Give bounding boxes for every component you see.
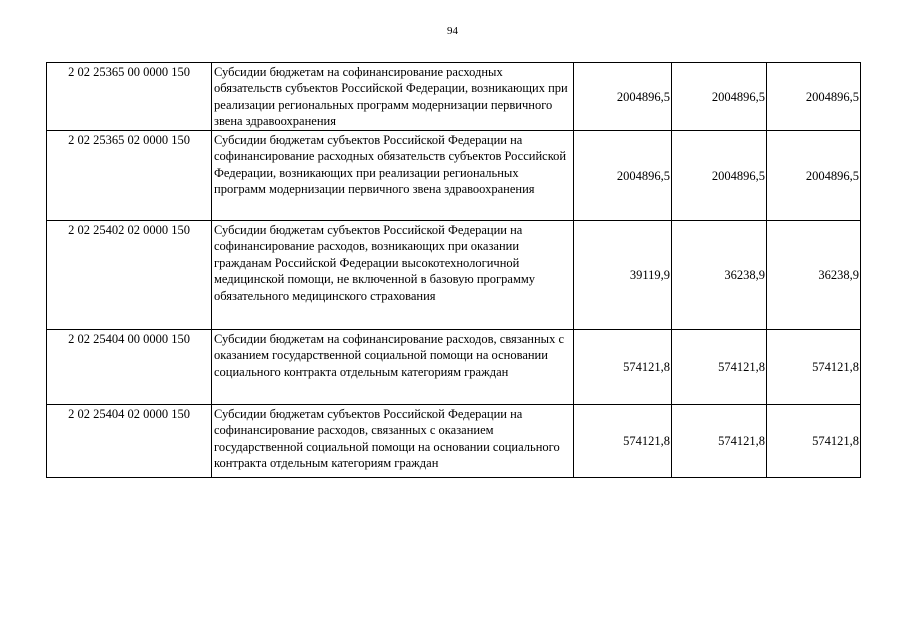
value-cell-3: 2004896,5 [767,63,861,131]
value-cell-1: 574121,8 [574,330,672,405]
description-cell: Субсидии бюджетам субъектов Российской Федерации на софинансирование расходных обязательств субъектов Российской Федерации, возникающих при реализации региональных программ модернизации первичного звена здравоохранения [212,131,574,221]
table-row [47,221,861,330]
value-cell-2: 36238,9 [672,221,767,330]
value-cell-1: 2004896,5 [574,63,672,131]
page-number: 94 [447,25,458,37]
value-cell-2: 2004896,5 [672,63,767,131]
value-cell-1: 39119,9 [574,221,672,330]
value-cell-3: 2004896,5 [767,131,861,221]
budget-code-cell: 2 02 25404 02 0000 150 [47,405,212,478]
budget-code-cell: 2 02 25365 02 0000 150 [47,131,212,221]
value-cell-3: 574121,8 [767,330,861,405]
budget-code-cell: 2 02 25402 02 0000 150 [47,221,212,330]
value-cell-1: 574121,8 [574,405,672,478]
description-cell: Субсидии бюджетам субъектов Российской Федерации на софинансирование расходов, возникающих при оказании гражданам Российской Федерации высокотехнологичной медицинской помощи, не включенной в базовую программу обязательного медицинского страхования [212,221,574,330]
budget-table [46,62,861,478]
table-row [47,63,861,131]
budget-code-cell: 2 02 25365 00 0000 150 [47,63,212,131]
value-cell-2: 2004896,5 [672,131,767,221]
value-cell-2: 574121,8 [672,405,767,478]
value-cell-3: 36238,9 [767,221,861,330]
table-row [47,330,861,405]
description-cell: Субсидии бюджетам на софинансирование расходных обязательств субъектов Российской Федерации, возникающих при реализации региональных программ модернизации первичного звена здравоохранения [212,63,574,131]
value-cell-2: 574121,8 [672,330,767,405]
description-cell: Субсидии бюджетам субъектов Российской Федерации на софинансирование расходов, связанных с оказанием государственной социальной помощи на основании социального контракта отдельным категориям граждан [212,405,574,478]
table-row [47,405,861,478]
value-cell-3: 574121,8 [767,405,861,478]
budget-code-cell: 2 02 25404 00 0000 150 [47,330,212,405]
description-cell: Субсидии бюджетам на софинансирование расходов, связанных с оказанием государственной социальной помощи на основании социального контракта отдельным категориям граждан [212,330,574,405]
table-row [47,131,861,221]
value-cell-1: 2004896,5 [574,131,672,221]
